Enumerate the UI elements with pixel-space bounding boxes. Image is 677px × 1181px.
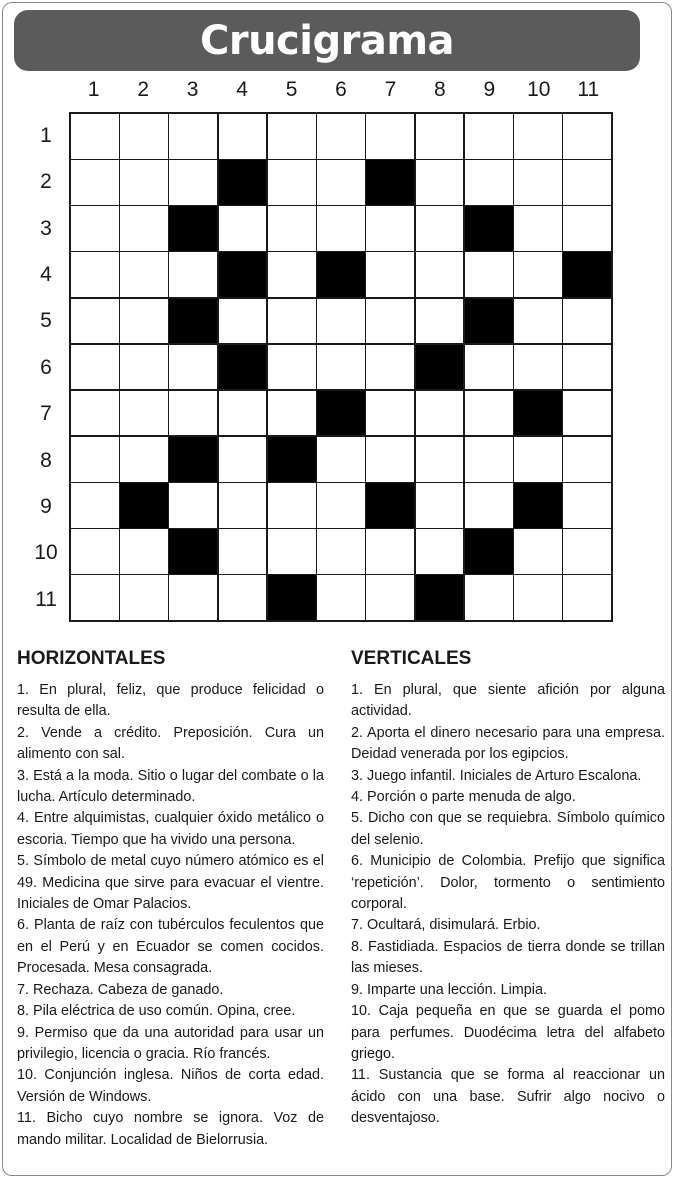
grid-cell[interactable] <box>268 160 316 205</box>
grid-cell[interactable] <box>563 345 611 390</box>
black-cell <box>514 391 562 436</box>
grid-cell[interactable] <box>219 437 267 482</box>
grid-cell[interactable] <box>416 252 464 297</box>
grid-cell[interactable] <box>219 299 267 344</box>
grid-cell[interactable] <box>268 252 316 297</box>
grid-cell[interactable] <box>514 206 562 251</box>
grid-cell[interactable] <box>366 575 414 620</box>
column-number: 8 <box>434 78 446 101</box>
grid-cell[interactable] <box>416 529 464 574</box>
grid-cell[interactable] <box>169 391 217 436</box>
column-number: 5 <box>285 78 298 101</box>
grid-cell[interactable] <box>514 160 562 205</box>
horizontales-clue: 5. Símbolo de metal cuyo número atómico es el 49. Medicina que sirve para evacuar el vientre. Iniciales de Omar Palacios. <box>17 853 324 913</box>
row-number: 6 <box>40 355 52 379</box>
grid-cell[interactable] <box>465 575 513 620</box>
grid-cell[interactable] <box>317 529 365 574</box>
grid-cell[interactable] <box>169 483 217 528</box>
grid-cell[interactable] <box>219 529 267 574</box>
grid-cell[interactable] <box>71 437 119 482</box>
grid-cell[interactable] <box>169 575 217 620</box>
grid-cell[interactable] <box>219 114 267 159</box>
black-cell <box>169 529 217 574</box>
grid-cell[interactable] <box>465 483 513 528</box>
grid-cell[interactable] <box>366 529 414 574</box>
grid-cell[interactable] <box>120 299 168 344</box>
black-cell <box>219 252 267 297</box>
verticales-clue: 4. Porción o parte menuda de algo. <box>351 789 576 806</box>
grid-cell[interactable] <box>416 391 464 436</box>
grid-cell[interactable] <box>169 160 217 205</box>
column-number: 3 <box>186 78 199 101</box>
black-cell <box>416 575 464 620</box>
grid-cell[interactable] <box>416 437 464 482</box>
grid-cell[interactable] <box>366 437 414 482</box>
grid-cell[interactable] <box>465 345 513 390</box>
black-cell <box>219 345 267 390</box>
grid-cell[interactable] <box>71 529 119 574</box>
column-number: 2 <box>137 78 150 101</box>
grid-cell[interactable] <box>563 160 611 205</box>
grid-cell[interactable] <box>71 483 119 528</box>
column-number: 10 <box>527 78 551 101</box>
grid-cell[interactable] <box>120 437 168 482</box>
verticales-list <box>351 680 665 1130</box>
grid-cell[interactable] <box>120 575 168 620</box>
horizontales-list <box>17 680 324 1151</box>
grid-cell[interactable] <box>71 299 119 344</box>
grid-cell[interactable] <box>219 575 267 620</box>
grid-cell[interactable] <box>416 160 464 205</box>
grid-cell[interactable] <box>514 529 562 574</box>
black-cell <box>268 575 316 620</box>
horizontales-clue: 8. Pila eléctrica de uso común. Opina, cree. <box>17 1003 296 1020</box>
black-cell <box>465 299 513 344</box>
grid-cell[interactable] <box>71 252 119 297</box>
horizontales-clue: 6. Planta de raíz con tubérculos feculentos que en el Perú y en Ecuador se comen cocidos. Procesada. Mesa consagrada. <box>17 917 324 977</box>
verticales-section <box>351 648 665 1130</box>
grid-cell[interactable] <box>514 437 562 482</box>
horizontales-clue: 4. Entre alquimistas, cualquier óxido metálico o escoria. Tiempo que ha vivido una persona. <box>17 810 324 848</box>
black-cell <box>120 483 168 528</box>
row-number: 2 <box>40 170 52 194</box>
row-number: 10 <box>34 541 58 565</box>
grid-cell[interactable] <box>71 160 119 205</box>
grid-cell[interactable] <box>169 345 217 390</box>
grid-cell[interactable] <box>465 252 513 297</box>
grid-cell[interactable] <box>563 575 611 620</box>
grid-cell[interactable] <box>416 206 464 251</box>
grid-cell[interactable] <box>366 252 414 297</box>
grid-cell[interactable] <box>514 299 562 344</box>
horizontales-clue: 3. Está a la moda. Sitio o lugar del combate o la lucha. Artículo determinado. <box>17 767 324 806</box>
grid-cell[interactable] <box>563 391 611 436</box>
grid-cell[interactable] <box>563 437 611 482</box>
black-cell <box>465 206 513 251</box>
black-cell <box>169 206 217 251</box>
verticales-clue: 7. Ocultará, disimulará. Erbio. <box>351 917 541 934</box>
grid-cell[interactable] <box>563 114 611 159</box>
row-number: 1 <box>40 124 52 147</box>
black-cell <box>317 252 365 297</box>
black-cell <box>268 437 316 482</box>
grid-cell[interactable] <box>465 114 513 159</box>
grid-cell[interactable] <box>366 114 414 159</box>
grid-cell[interactable] <box>317 160 365 205</box>
grid-cell[interactable] <box>268 391 316 436</box>
row-number: 8 <box>40 448 52 472</box>
grid-cell[interactable] <box>268 483 316 528</box>
black-cell <box>219 160 267 205</box>
grid-cell[interactable] <box>268 345 316 390</box>
black-cell <box>317 391 365 436</box>
grid-cell[interactable] <box>317 114 365 159</box>
grid-cell[interactable] <box>317 483 365 528</box>
grid-cell[interactable] <box>563 206 611 251</box>
grid-cell[interactable] <box>268 206 316 251</box>
grid-cell[interactable] <box>416 299 464 344</box>
horizontales-clue: 9. Permiso que da una autoridad para usar un privilegio, licencia o gracia. Río francés. <box>17 1024 324 1062</box>
row-number: 5 <box>40 309 52 333</box>
grid-cell[interactable] <box>71 345 119 390</box>
grid-cell[interactable] <box>563 483 611 528</box>
horizontales-section <box>17 648 324 1151</box>
grid-cell[interactable] <box>465 391 513 436</box>
crossword-grid <box>69 112 613 622</box>
grid-cell[interactable] <box>120 252 168 297</box>
grid-cell[interactable] <box>317 299 365 344</box>
grid-cell[interactable] <box>317 345 365 390</box>
grid-cell[interactable] <box>120 160 168 205</box>
page-title: Crucigrama <box>199 17 454 64</box>
black-cell <box>366 160 414 205</box>
row-number: 4 <box>40 263 52 287</box>
grid-cell[interactable] <box>169 252 217 297</box>
row-number: 7 <box>40 402 52 426</box>
grid-cell[interactable] <box>317 206 365 251</box>
black-cell <box>169 299 217 344</box>
horizontales-clue: 11. Bicho cuyo nombre se ignora. Voz de mando militar. Localidad de Bielorrusia. <box>17 1110 324 1148</box>
verticales-clue: 5. Dicho con que se requiebra. Símbolo químico del selenio. <box>351 810 665 848</box>
grid-cell[interactable] <box>366 299 414 344</box>
grid-cell[interactable] <box>219 391 267 436</box>
grid-cell[interactable] <box>120 391 168 436</box>
black-cell <box>366 483 414 528</box>
column-number: 11 <box>577 78 600 101</box>
grid-cell[interactable] <box>416 114 464 159</box>
grid-cell[interactable] <box>317 575 365 620</box>
grid-cell[interactable] <box>71 575 119 620</box>
column-number: 4 <box>236 78 248 101</box>
column-number: 9 <box>483 78 496 101</box>
grid-cell[interactable] <box>268 299 316 344</box>
grid-cell[interactable] <box>514 345 562 390</box>
black-cell <box>563 252 611 297</box>
grid-cell[interactable] <box>71 391 119 436</box>
grid-cell[interactable] <box>120 529 168 574</box>
verticales-clue: 1. En plural, que siente afición por alguna actividad. <box>351 682 665 720</box>
black-cell <box>416 345 464 390</box>
horizontales-clue: 10. Conjunción inglesa. Niños de corta edad. Versión de Windows. <box>17 1067 324 1105</box>
black-cell <box>465 529 513 574</box>
grid-cell[interactable] <box>514 575 562 620</box>
grid-cell[interactable] <box>416 483 464 528</box>
grid-cell[interactable] <box>563 299 611 344</box>
grid-cell[interactable] <box>366 391 414 436</box>
grid-cell[interactable] <box>268 114 316 159</box>
black-cell <box>169 437 217 482</box>
black-cell <box>514 483 562 528</box>
verticales-clue: 10. Caja pequeña en que se guarda el pomo para perfumes. Duodécima letra del alfabeto griego. <box>351 1003 665 1062</box>
verticales-clue: 8. Fastidiada. Espacios de tierra donde se trillan las mieses. <box>351 938 665 977</box>
verticales-clue: 9. Imparte una lección. Limpia. <box>351 981 547 998</box>
verticales-clue: 3. Juego infantil. Iniciales de Arturo Escalona. <box>351 767 642 784</box>
horizontales-clue: 7. Rechaza. Cabeza de ganado. <box>17 981 224 998</box>
grid-cell[interactable] <box>219 483 267 528</box>
horizontales-clue: 1. En plural, feliz, que produce felicidad o resulta de ella. <box>17 682 324 720</box>
grid-cell[interactable] <box>71 114 119 159</box>
grid-cell[interactable] <box>120 206 168 251</box>
grid-cell[interactable] <box>366 206 414 251</box>
row-number: 9 <box>40 494 52 518</box>
verticales-clue: 11. Sustancia que se forma al reaccionar un ácido con una base. Sufrir algo nocivo o desventajoso. <box>351 1067 665 1127</box>
column-number: 1 <box>87 78 100 101</box>
grid-cell[interactable] <box>120 114 168 159</box>
grid-cell[interactable] <box>465 160 513 205</box>
verticales-clue: 2. Aporta el dinero necesario para una empresa. Deidad venerada por los egipcios. <box>351 724 665 763</box>
grid-cell[interactable] <box>71 206 119 251</box>
row-number: 11 <box>35 587 57 611</box>
row-number: 3 <box>40 216 52 240</box>
grid-cell[interactable] <box>317 437 365 482</box>
horizontales-clue: 2. Vende a crédito. Preposición. Cura un alimento con sal. <box>17 724 324 763</box>
column-number: 6 <box>335 78 347 101</box>
verticales-clue: 6. Municipio de Colombia. Prefijo que significa ‘repetición’. Dolor, tormento o sentimiento corporal. <box>351 853 665 913</box>
horizontales-heading: HORIZONTALES <box>17 648 166 669</box>
grid-cell[interactable] <box>514 252 562 297</box>
grid-cell[interactable] <box>219 206 267 251</box>
title-banner <box>14 10 640 71</box>
grid-cell[interactable] <box>563 529 611 574</box>
grid-cell[interactable] <box>514 114 562 159</box>
grid-cell[interactable] <box>465 437 513 482</box>
grid-cell[interactable] <box>268 529 316 574</box>
grid-cell[interactable] <box>366 345 414 390</box>
verticales-heading: VERTICALES <box>351 648 472 669</box>
grid-cell[interactable] <box>169 114 217 159</box>
grid-cell[interactable] <box>120 345 168 390</box>
column-number: 7 <box>384 78 397 101</box>
